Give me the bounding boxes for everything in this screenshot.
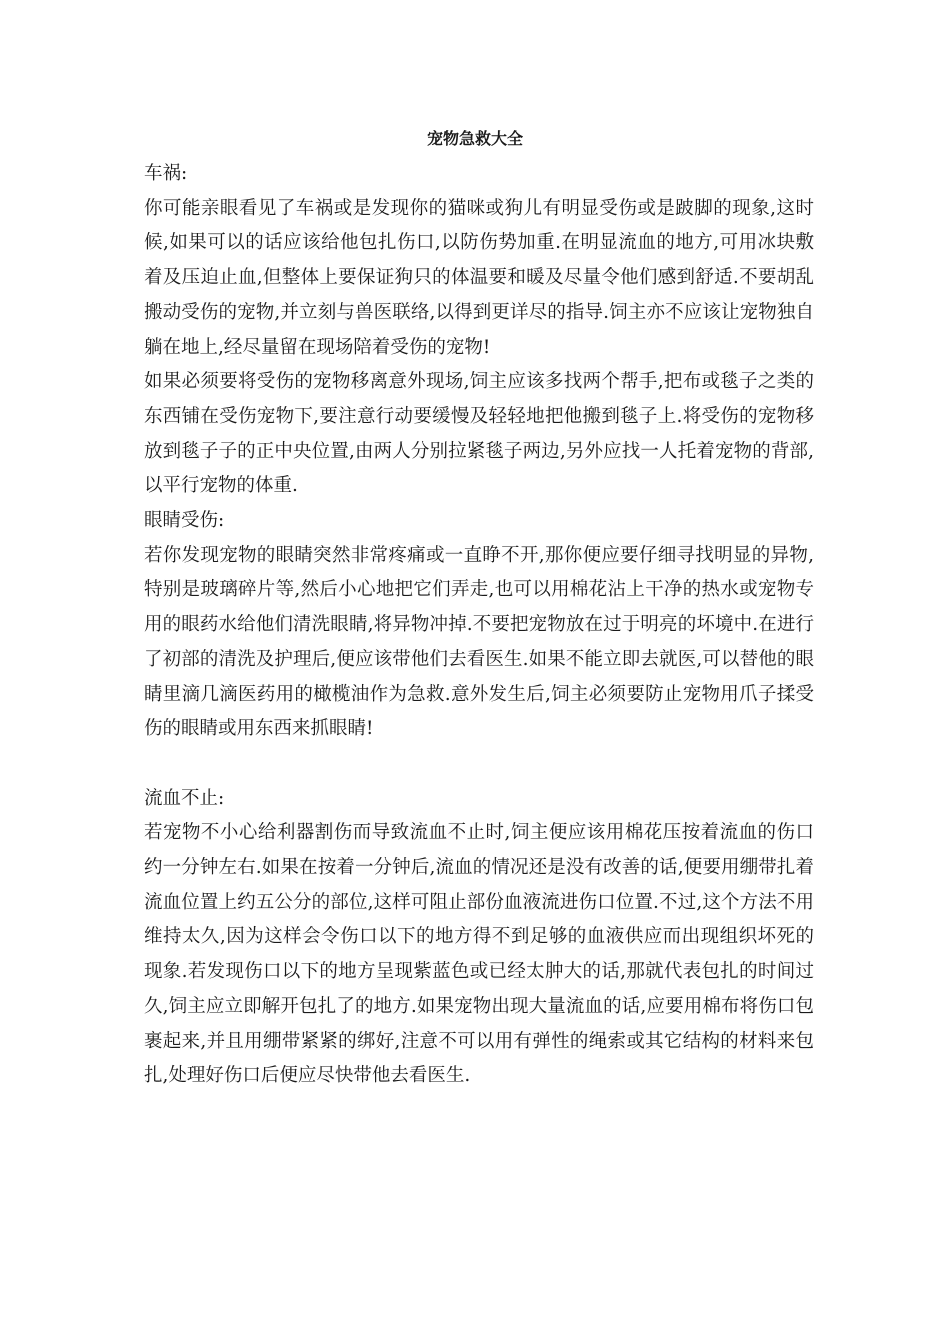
section-paragraph: 如果必须要将受伤的宠物移离意外现场,饲主应该多找两个帮手,把布或毯子之类的东西铺在受伤宠物下,要注意行动要缓慢及轻轻地把他搬到毯子上.将受伤的宠物移放到毯子子的正中央位置,由两人分别拉紧毯子两边,另外应找一人托着宠物的背部,以平行宠物的体重. — [144, 371, 814, 497]
section-paragraph: 若宠物不小心给利器割伤而导致流血不止时,饲主便应该用棉花压按着流血的伤口约一分钟左右.如果在按着一分钟后,流血的情况还是没有改善的话,便要用绷带扎着流血位置上约五公分的部位,这样可阻止部份血液流进伤口位置.不过,这个方法不用维持太久,因为这样会令伤口以下的地方得不到足够的血液供应而出现组织坏死的现象.若发现伤口以下的地方呈现紫蓝色或已经太肿大的话,那就代表包扎的时间过久,饲主应立即解开包扎了的地方.如果宠物出现大量流血的话,应要用棉布将伤口包裹起来,并且用绷带紧紧的绑好,注意不可以用有弹性的绳索或其它结构的材料来包扎,处理好伤口后便应尽快带他去看医生. — [144, 822, 814, 1087]
section-heading: 车祸: — [144, 163, 188, 184]
section-eye-injury — [144, 504, 814, 747]
section-heading: 流血不止: — [144, 787, 225, 809]
section-heading: 眼睛受伤: — [144, 510, 225, 532]
paragraph-spacer — [144, 747, 814, 782]
section-bleeding — [144, 782, 814, 1094]
section-paragraph: 你可能亲眼看见了车祸或是发现你的猫咪或狗儿有明显受伤或是跛脚的现象,这时候,如果可以的话应该给他包扎伤口,以防伤势加重.在明显流血的地方,可用冰块敷着及压迫止血,但整体上要保证狗只的体温要和暖及尽量令他们感到舒适.不要胡乱搬动受伤的宠物,并立刻与兽医联络,以得到更详尽的指导.饲主亦不应该让宠物独自躺在地上,经尽量留在现场陪着受伤的宠物! — [144, 197, 814, 358]
section-car-accident — [144, 157, 814, 504]
section-paragraph: 若你发现宠物的眼睛突然非常疼痛或一直睁不开,那你便应要仔细寻找明显的异物,特别是玻璃碎片等,然后小心地把它们弄走,也可以用棉花沾上干净的热水或宠物专用的眼药水给他们清洗眼睛,将异物冲掉.不要把宠物放在过于明亮的坏境中.在进行了初部的清洗及护理后,便应该带他们去看医生.如果不能立即去就医,可以替他的眼睛里滴几滴医药用的橄榄油作为急救.意外发生后,饲主必须要防止宠物用爪子揉受伤的眼睛或用东西来抓眼睛! — [144, 544, 814, 740]
document-body — [144, 157, 814, 1094]
document-title: 宠物急救大全 — [426, 129, 523, 148]
